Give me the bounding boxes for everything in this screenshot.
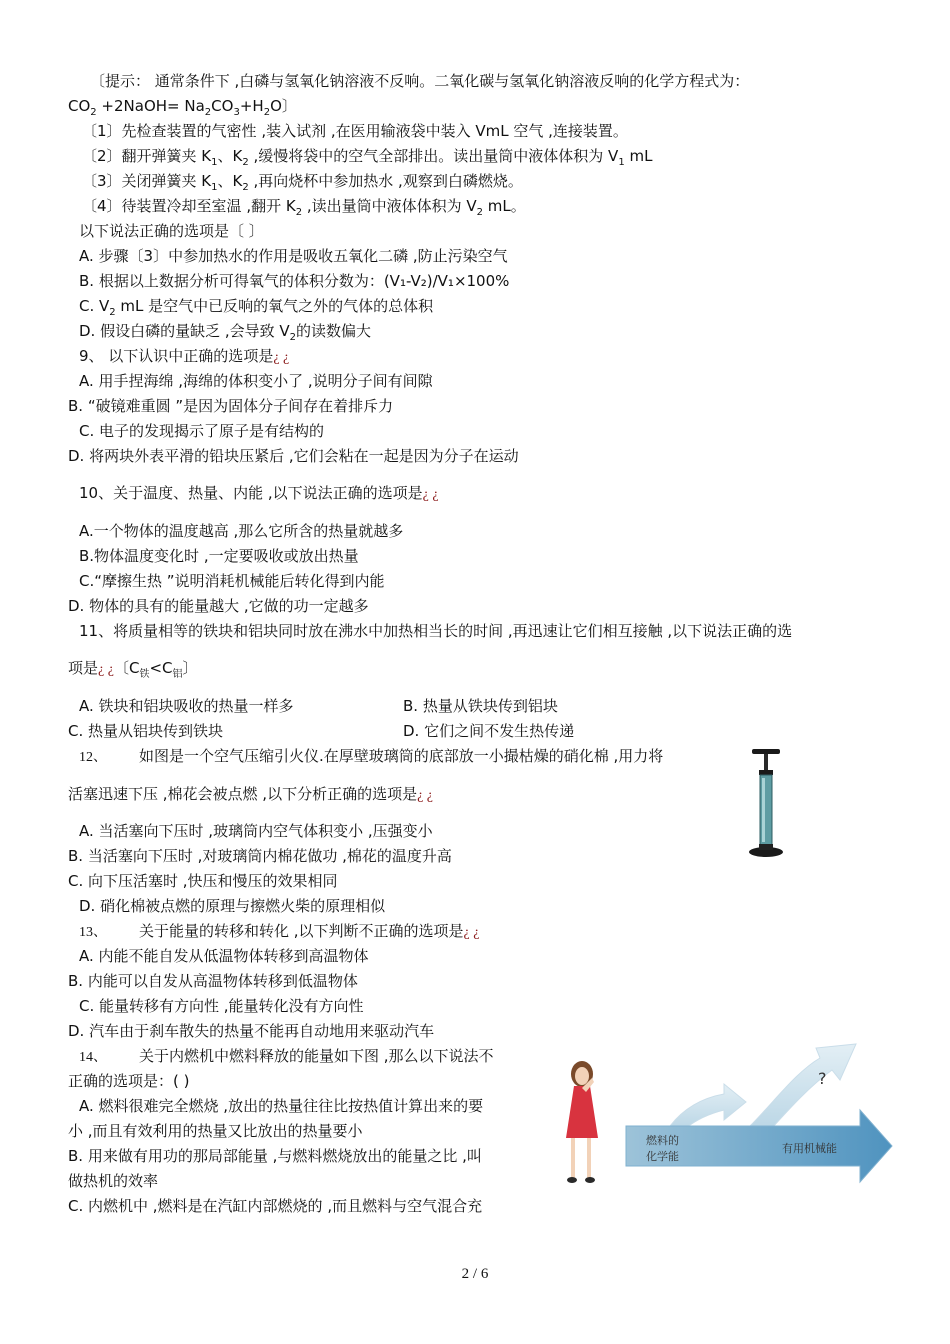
step-3: 〔3〕关闭弹簧夹 $K_1$、$K_2$ ,再向烧杯中参加热水 ,观察到白磷燃烧。: [82, 172, 523, 193]
q10-option-b: B.物体温度变化时 ,一定要吸收或放出热量: [79, 547, 359, 565]
q9-option-b: B. “破镜难重圆 ”是因为固体分子间存在着排斥力: [68, 397, 394, 415]
q11-option-c: C. 热量从铝块传到铁块: [68, 722, 224, 740]
figure-question-mark: ?: [818, 1069, 827, 1088]
q12-option-d: D. 硝化棉被点燃的原理与擦燃火柴的原理相似: [79, 897, 386, 915]
energy-loss-arrow-right: [750, 1044, 856, 1128]
q8-stem: 以下说法正确的选项是〔 〕: [79, 222, 264, 240]
q9-option-c: C. 电子的发现揭示了原子是有结构的: [79, 422, 325, 440]
q14-stem-line2: 正确的选项是：( ): [68, 1072, 190, 1090]
q13-option-d: D. 汽车由于刹车散失的热量不能再自动地用来驱动汽车: [68, 1022, 435, 1040]
q14-option-c-line1: C. 内燃机中 ,燃料是在汽缸内部燃烧的 ,而且燃料与空气混合充: [68, 1197, 483, 1215]
q14-option-a-line1: A. 燃料很难完全燃烧 ,放出的热量往往比按热值计算出来的要: [79, 1097, 484, 1115]
pump-base-neck: [759, 844, 773, 850]
q12-option-a: A. 当活塞向下压时 ,玻璃筒内空气体积变小 ,压强变小: [79, 822, 433, 840]
girl-illustration: [566, 1061, 598, 1183]
q8-option-c: C. $V_2$ mL 是空气中已反响的氧气之外的气体的总体积: [79, 297, 434, 318]
q8-option-a: A. 步骤〔3〕中参加热水的作用是吸收五氧化二磷 ,防止污染空气: [79, 247, 508, 265]
hint-equation: $CO_2$ +2NaOH= $Na_2CO_3+H_2O$〕: [68, 97, 297, 118]
figure-label-useful-energy: 有用机械能: [782, 1142, 837, 1155]
q14-option-b-line1: B. 用来做有用功的那局部能量 ,与燃料燃烧放出的能量之比 ,叫: [68, 1147, 482, 1165]
q10-stem: 10、关于温度、热量、内能 ,以下说法正确的选项是¿ ¿: [79, 484, 439, 502]
q10-option-a: A.一个物体的温度越高 ,那么它所含的热量就越多: [79, 522, 404, 540]
q12-stem-line2: 活塞迅速下压 ,棉花会被点燃 ,以下分析正确的选项是¿ ¿: [68, 785, 434, 803]
q10-option-c: C.“摩擦生热 ”说明消耗机械能后转化得到内能: [79, 572, 385, 590]
hint-line: 〔提示： 通常条件下 ,白磷与氢氧化钠溶液不反响。二氧化碳与氢氧化钠溶液反响的化学方程式为：: [90, 72, 750, 90]
step-1: 〔1〕先检查装置的气密性 ,装入试剂 ,在医用输液袋中装入 VmL 空气 ,连接装置。: [82, 122, 628, 140]
q13-option-b: B. 内能可以自发从高温物体转移到低温物体: [68, 972, 358, 990]
q11-option-a: A. 铁块和铝块吸收的热量一样多: [79, 697, 294, 715]
q11-option-d: D. 它们之间不发生热传递: [403, 722, 575, 740]
energy-loss-arrow-left: [670, 1084, 746, 1128]
q9-option-d: D. 将两块外表平滑的铅块压紧后 ,它们会粘在一起是因为分子在运动: [68, 447, 519, 465]
figure-label-fuel-line2: 化学能: [646, 1150, 679, 1163]
q14-option-a-line2: 小 ,而且有效利用的热量又比放出的热量要小: [68, 1122, 363, 1140]
q8-option-b: B. 根据以上数据分析可得氧气的体积分数为：(V₁-V₂)/V₁×100%: [79, 272, 510, 290]
q11-stem-line1: 11、将质量相等的铁块和铝块同时放在沸水中加热相当长的时间 ,再迅速让它们相互接触 ,以下说法正确的选: [79, 622, 793, 640]
q8-option-d: D. 假设白磷的量缺乏 ,会导致 $V_2$的读数偏大: [79, 322, 372, 343]
pump-glass-tube: [760, 775, 772, 845]
figure-label-fuel-line1: 燃料的: [646, 1134, 679, 1147]
pump-cap: [759, 770, 773, 775]
q9-option-a: A. 用手捏海绵 ,海绵的体积变小了 ,说明分子间有间隙: [79, 372, 433, 390]
pump-glass-highlight: [762, 778, 765, 842]
page-number: 2 / 6: [461, 1266, 489, 1282]
air-compression-igniter-figure: [745, 748, 787, 860]
q12-stem-line1: 12、 如图是一个空气压缩引火仪.在厚壁玻璃筒的底部放一小撮枯燥的硝化棉 ,用力将: [79, 747, 664, 765]
q9-stem: 9、 以下认识中正确的选项是¿ ¿: [79, 347, 290, 365]
q13-option-c: C. 能量转移有方向性 ,能量转化没有方向性: [79, 997, 364, 1015]
q14-stem-line1: 14、 关于内燃机中燃料释放的能量如下图 ,那么以下说法不: [79, 1047, 494, 1065]
pump-handle: [752, 749, 780, 754]
step-4: 〔4〕待装置冷却至室温 ,翻开 $K_2$ ,读出量筒中液体体积为 $V_2$ mL。: [82, 197, 526, 218]
q11-option-b: B. 热量从铁块传到铝块: [403, 697, 558, 715]
q12-option-b: B. 当活塞向下压时 ,对玻璃筒内棉花做功 ,棉花的温度升高: [68, 847, 452, 865]
q11-stem-line2: 项是¿ ¿〔$C_铁<C_铝$〕: [68, 659, 198, 680]
q10-option-d: D. 物体的具有的能量越大 ,它做的功一定越多: [68, 597, 369, 615]
energy-flow-figure: [560, 1028, 894, 1212]
q13-stem: 13、 关于能量的转移和转化 ,以下判断不正确的选项是¿ ¿: [79, 922, 480, 940]
step-2: 〔2〕翻开弹簧夹 $K_1$、$K_2$ ,缓慢将袋中的空气全部排出。读出量筒中液体体积为 $V_1$ mL: [82, 147, 653, 168]
pump-rod: [764, 754, 768, 772]
q12-option-c: C. 向下压活塞时 ,快压和慢压的效果相同: [68, 872, 338, 890]
q13-option-a: A. 内能不能自发从低温物体转移到高温物体: [79, 947, 369, 965]
q14-option-b-line2: 做热机的效率: [68, 1172, 159, 1190]
